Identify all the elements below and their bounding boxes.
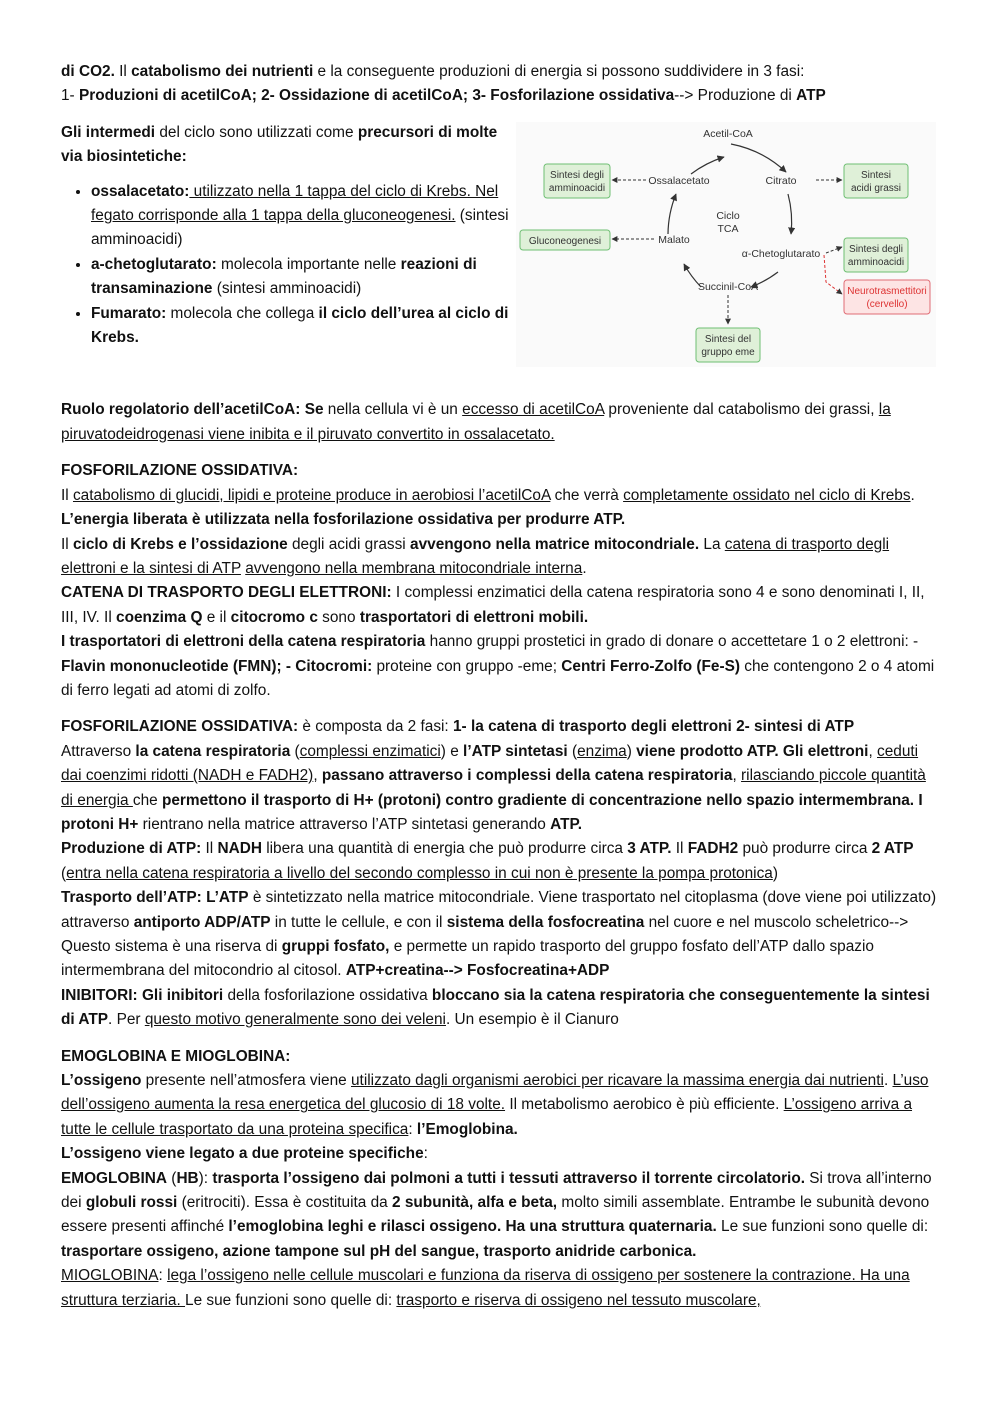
fosfo2-p5: INIBITORI: Gli inibitori della fosforilazione ossidativa bloccano sia la catena respiratoria che conseguentemente la sintesi di ATP. Per questo motivo generalmente sono dei veleni. Un esempio è il Cianuro [61, 986, 930, 1029]
box-sintesi-gruppo-eme [696, 328, 760, 362]
box-sintesi-amminoacidi [544, 164, 610, 198]
fosfo-p3: CATENA DI TRASPORTO DEGLI ELETTRONI: I complessi enzimatici della catena respiratoria sono 4 e sono denominati I, II, III, IV. Il coenzima Q e il citocromo c sono trasportatori di elettroni mobili. [61, 584, 925, 626]
fosfo-p2: Il ciclo di Krebs e l’ossidazione degli acidi grassi avvengono nella matrice mitocondriale. La catena di trasporto degli elettroni e la sintesi di ATP avvengono nella membrana mitocondriale interna. [61, 535, 890, 577]
svg-text:(cervello): (cervello) [866, 299, 908, 310]
fosfo2-p1: FOSFORILAZIONE OSSIDATIVA: è composta da 2 fasi: 1- la catena di trasporto degli elettroni 2- sintesi di ATP [61, 718, 855, 736]
fosfo2-p2: Attraverso la catena respiratoria (complessi enzimatici) e l’ATP sintetasi (enzima) viene prodotto ATP. Gli elettroni, ceduti dai coenzimi ridotti (NADH e FADH2), passano attraverso i complessi della catena respiratoria, rilasciando piccole quantità di energia che permettono il trasporto di H+ (protoni) contro gradiente di concentrazione nello spazio intermembrana. I protoni H+ rientrano nella matrice attraverso l’ATP sintetasi generando ATP. [61, 742, 926, 833]
svg-text:gruppo eme: gruppo eme [701, 347, 755, 358]
cycle-center-label-2: TCA [717, 223, 739, 235]
svg-text:Sintesi degli: Sintesi degli [550, 170, 604, 181]
fosfo-title: FOSFORILAZIONE OSSIDATIVA: [61, 462, 299, 480]
malato-label: Malato [658, 234, 690, 246]
acetil-coa-label: Acetil-CoA [703, 128, 753, 140]
box-sintesi-acidi-grassi [844, 164, 908, 198]
fosfo-p1: Il catabolismo di glucidi, lipidi e proteine produce in aerobiosi l’acetilCoA che verrà completamente ossidato nel ciclo di Krebs. L’energia liberata è utilizzata nella fosforilazione ossidativa per produrre ATP. [61, 486, 915, 529]
emo-p4: MIOGLOBINA: lega l’ossigeno nelle cellule muscolari e funziona da riserva di ossigeno per sostenere la contrazione. Ha una struttura terziaria. Le sue funzioni sono quelle di: trasporto e riserva di ossigeno nel tessuto muscolare, [61, 1267, 910, 1309]
ruolo-regolatorio: Ruolo regolatorio dell’acetilCoA: Se nella cellula vi è un eccesso di acetilCoA proveniente dal catabolismo dei grassi, la piruvatodeidrogenasi viene inibita e il piruvato convertito in ossalacetato. [61, 401, 891, 443]
svg-text:amminoacidi: amminoacidi [847, 257, 905, 268]
box-sintesi-amminoacidi-2 [844, 238, 908, 272]
citrato-label: Citrato [765, 175, 797, 187]
list-item: • Fumarato: molecola che collega il ciclo dell’urea al ciclo di Krebs. [91, 302, 509, 351]
chetoglutarato-label: α-Chetoglutarato [741, 248, 821, 260]
fosfo2-p3: Produzione di ATP: Il NADH libera una quantità di energia che può produrre circa 3 ATP. Il FADH2 può produrre circa 2 ATP (entra nella catena respiratoria a livello del secondo complesso in cui non è presente la pompa protonica) [61, 840, 914, 882]
fosfo-p4: I trasportatori di elettroni della catena respiratoria hanno gruppi prostetici in grado di donare o accettetare 1 o 2 elettroni: - Flavin mononucleotide (FMN); - Citocromi: proteine con gruppo -eme; Centri Ferro-Zolfo (Fe-S) che contengono 2 o 4 atomi di ferro legati ad atomi di zolfo. [61, 633, 935, 699]
tca-cycle-diagram [516, 122, 936, 367]
svg-text:Gluconeogenesi: Gluconeogenesi [528, 236, 602, 247]
box-gluconeogenesi [520, 230, 610, 250]
intermedi-text [61, 121, 509, 351]
fosfo2-p4: Trasporto dell’ATP: L’ATP è sintetizzato nella matrice mitocondriale. Viene trasportato nel citoplasma (dove viene poi utilizzato) attraverso antiporto ADP/ATP in tutte le cellule, e con il sistema della fosfocreatina nel cuore e nel muscolo scheletrico--> Questo sistema è una riserva di gruppi fosfato, e permette un rapido trasporto del gruppo fosfato dell’ATP dallo spazio intermembrana del mitocondrio al citosol. ATP+creatina--> Fosfocreatina+ADP [61, 889, 937, 980]
emo-p3: EMOGLOBINA (HB): trasporta l’ossigeno dai polmoni a tutti i tessuti attraverso il torrente circolatorio. Si trova all’interno dei globuli rossi (eritrociti). Essa è costituita da 2 subunità, alfa e beta, molto simili assemblate. Entrambe le subunità devono essere presenti affinché l’emoglobina leghi e rilasci ossigeno. Ha una struttura quaternaria. Le sue funzioni sono quelle di: trasportare ossigeno, azione tampone sul pH del sangue, trasporto anidride carbonica. [61, 1169, 932, 1260]
list-item: • a-chetoglutarato: molecola importante nelle reazioni di transaminazione (sintesi amminoacidi) [91, 253, 509, 302]
svg-text:amminoacidi: amminoacidi [548, 183, 606, 194]
emo-p1: L’ossigeno presente nell’atmosfera viene utilizzato dagli organismi aerobici per ricavare la massima energia dai nutrienti. L’uso dell’ossigeno aumenta la resa energetica del glucosio di 18 volte. Il metabolismo aerobico è più efficiente. L’ossigeno arriva a tutte le cellule trasportato da una proteina specifica: l’Emoglobina. [61, 1072, 929, 1138]
document-page [61, 60, 941, 1313]
svg-text:Sintesi: Sintesi [860, 170, 892, 181]
intro-line-1: di CO2. Il catabolismo dei nutrienti e la conseguente produzioni di energia si possono suddividere in 3 fasi: [61, 63, 805, 80]
succinil-coa-label: Succinil-CoA [697, 281, 759, 293]
svg-text:Sintesi del: Sintesi del [704, 334, 752, 345]
intro-line-2: 1- Produzioni di acetilCoA; 2- Ossidazione di acetilCoA; 3- Fosforilazione ossidativa--> Produzione di ATP [61, 87, 826, 105]
intermedi-intro: Gli intermedi del ciclo sono utilizzati come precursori di molte via biosintetiche: [61, 123, 498, 166]
svg-text:acidi grassi: acidi grassi [850, 183, 902, 194]
cycle-center-label-1: Ciclo [716, 210, 740, 222]
intermedi-list [61, 180, 509, 351]
list-item: • ossalacetato: utilizzato nella 1 tappa del ciclo di Krebs. Nel fegato corrisponde alla 1 tappa della gluconeogenesi. (sintesi amminoacidi) [91, 180, 509, 253]
box-neurotrasmettitori [844, 280, 930, 314]
emo-title: EMOGLOBINA E MIOGLOBINA: [61, 1047, 291, 1065]
ossalacetato-label: Ossalacetato [648, 175, 710, 187]
svg-text:Neurotrasmettitori: Neurotrasmettitori [847, 286, 927, 297]
emo-p2: L’ossigeno viene legato a due proteine specifiche: [61, 1145, 428, 1163]
svg-text:Sintesi degli: Sintesi degli [849, 244, 903, 255]
